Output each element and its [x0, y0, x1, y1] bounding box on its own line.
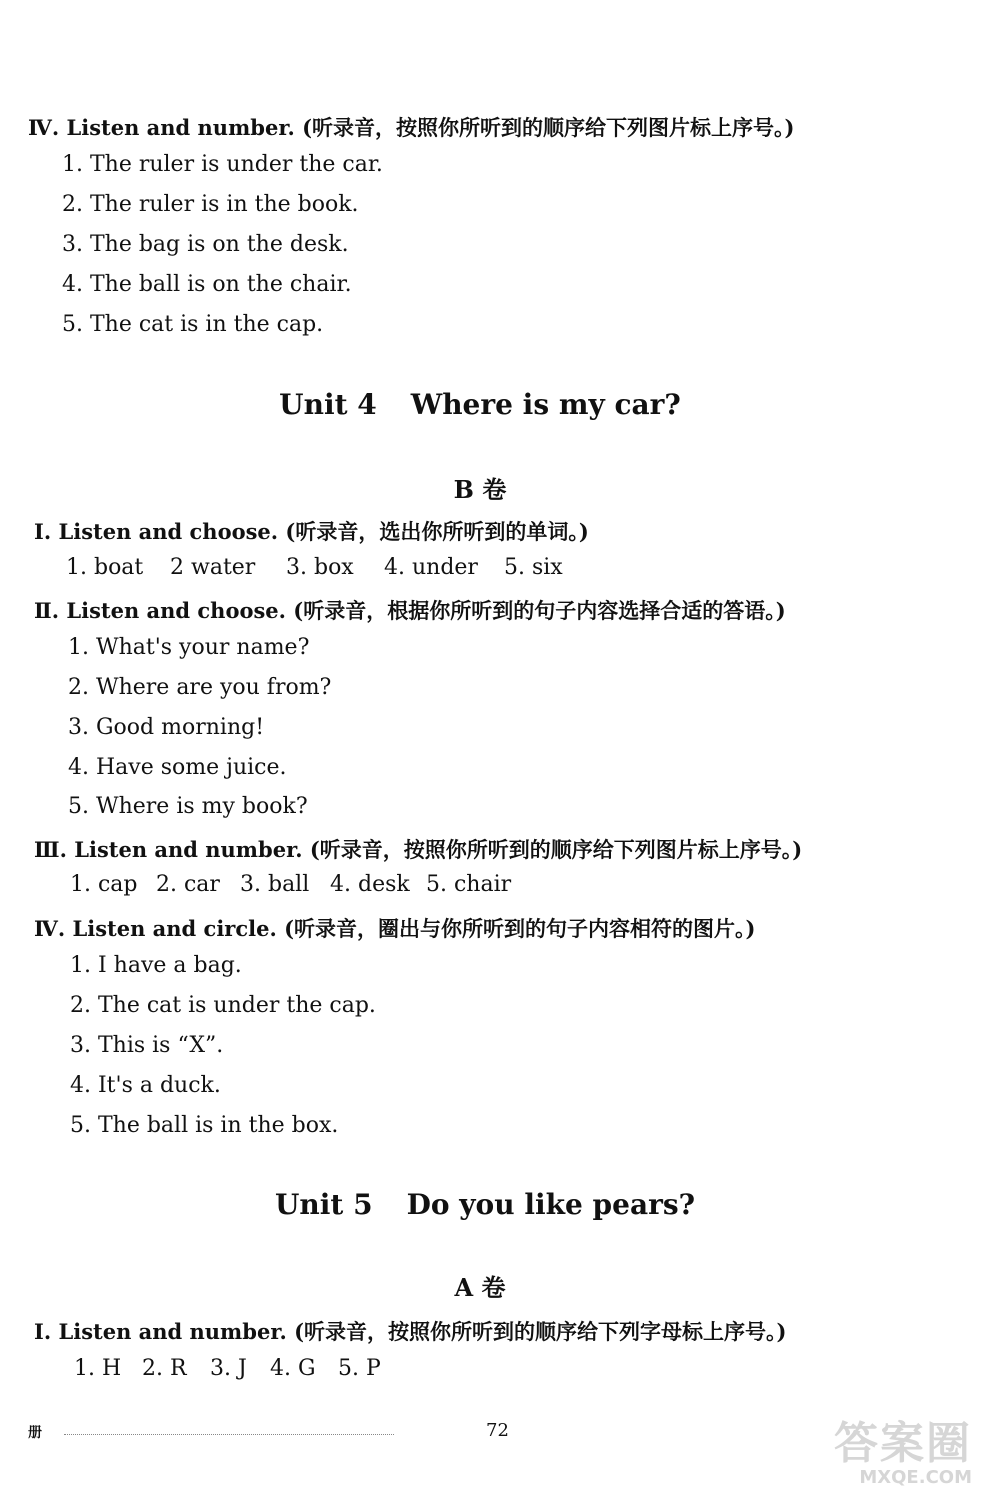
list-item: 5. The ball is in the box. [70, 1113, 339, 1138]
list-item: 5. Where is my book? [68, 794, 308, 819]
list-item: 2. The cat is under the cap. [70, 993, 376, 1018]
footer-divider [64, 1434, 394, 1435]
question-2-heading: Ⅱ. Listen and choose. (听录音，根据你所听到的句子内容选择合适的答语。) [34, 598, 786, 623]
list-item: 1. I have a bag. [70, 953, 242, 978]
list-item: 3. The bag is on the desk. [62, 232, 349, 257]
question-1-options [66, 555, 563, 580]
unit-5-number: Unit 5 [274, 1188, 373, 1221]
list-item: 1. boat [66, 555, 144, 580]
unit-5-name: Do you like pears? [406, 1188, 696, 1221]
list-item: 2. R [142, 1356, 187, 1381]
list-item: 5. P [338, 1356, 381, 1381]
page-number: 72 [486, 1420, 509, 1441]
unit-4-number: Unit 4 [279, 388, 377, 421]
section-b-label: B 卷 [453, 475, 507, 504]
watermark-logo-text: 答案圈 [834, 1418, 972, 1469]
list-item: 4. under [384, 555, 478, 580]
list-item: 1. The ruler is under the car. [62, 152, 383, 177]
unit-5-question-1-options [74, 1356, 381, 1381]
list-item: 1. H [74, 1356, 122, 1381]
list-item: 2. car [156, 872, 220, 897]
unit-5-question-1-heading: Ⅰ. Listen and number. (听录音，按照你所听到的顺序给下列字母标上序号。) [34, 1319, 787, 1344]
list-item: 2. Where are you from? [68, 675, 332, 700]
list-item: 2 water [170, 555, 256, 580]
list-item: 1. cap [70, 872, 138, 897]
list-item: 4. Have some juice. [68, 755, 287, 780]
list-item: 4. desk [330, 872, 410, 897]
site-watermark [782, 1407, 982, 1492]
watermark-url: MXQE.COM [859, 1467, 972, 1488]
list-item: 3. box [286, 555, 354, 580]
list-item: 4. G [270, 1356, 316, 1381]
section-a-label: A 卷 [454, 1273, 506, 1302]
list-item: 5. chair [426, 872, 512, 897]
section-heading-listen-number: Ⅳ. Listen and number. (听录音，按照你所听到的顺序给下列图片标上序号。) [28, 115, 795, 140]
question-4-heading: Ⅳ. Listen and circle. (听录音，圈出与你所听到的句子内容相符的图片。) [34, 916, 756, 941]
question-3-heading: Ⅲ. Listen and number. (听录音，按照你所听到的顺序给下列图片标上序号。) [34, 837, 803, 862]
unit-4-title [0, 388, 960, 421]
list-item: 2. The ruler is in the book. [62, 192, 359, 217]
question-3-options [70, 872, 511, 897]
list-item: 1. What's your name? [68, 635, 310, 660]
list-item: 3. J [210, 1356, 247, 1381]
footer-volume-mark: 册 [28, 1425, 42, 1441]
list-item: 4. It's a duck. [70, 1073, 221, 1098]
list-item: 3. Good morning! [68, 715, 265, 740]
list-item: 5. six [504, 555, 563, 580]
unit-5-title [0, 1188, 970, 1221]
unit-4-name: Where is my car? [410, 388, 681, 421]
list-item: 4. The ball is on the chair. [62, 272, 352, 297]
list-item: 5. The cat is in the cap. [62, 312, 324, 337]
list-item: 3. This is “X”. [70, 1033, 224, 1058]
question-1-heading: Ⅰ. Listen and choose. (听录音，选出你所听到的单词。) [34, 519, 589, 544]
list-item: 3. ball [240, 872, 310, 897]
